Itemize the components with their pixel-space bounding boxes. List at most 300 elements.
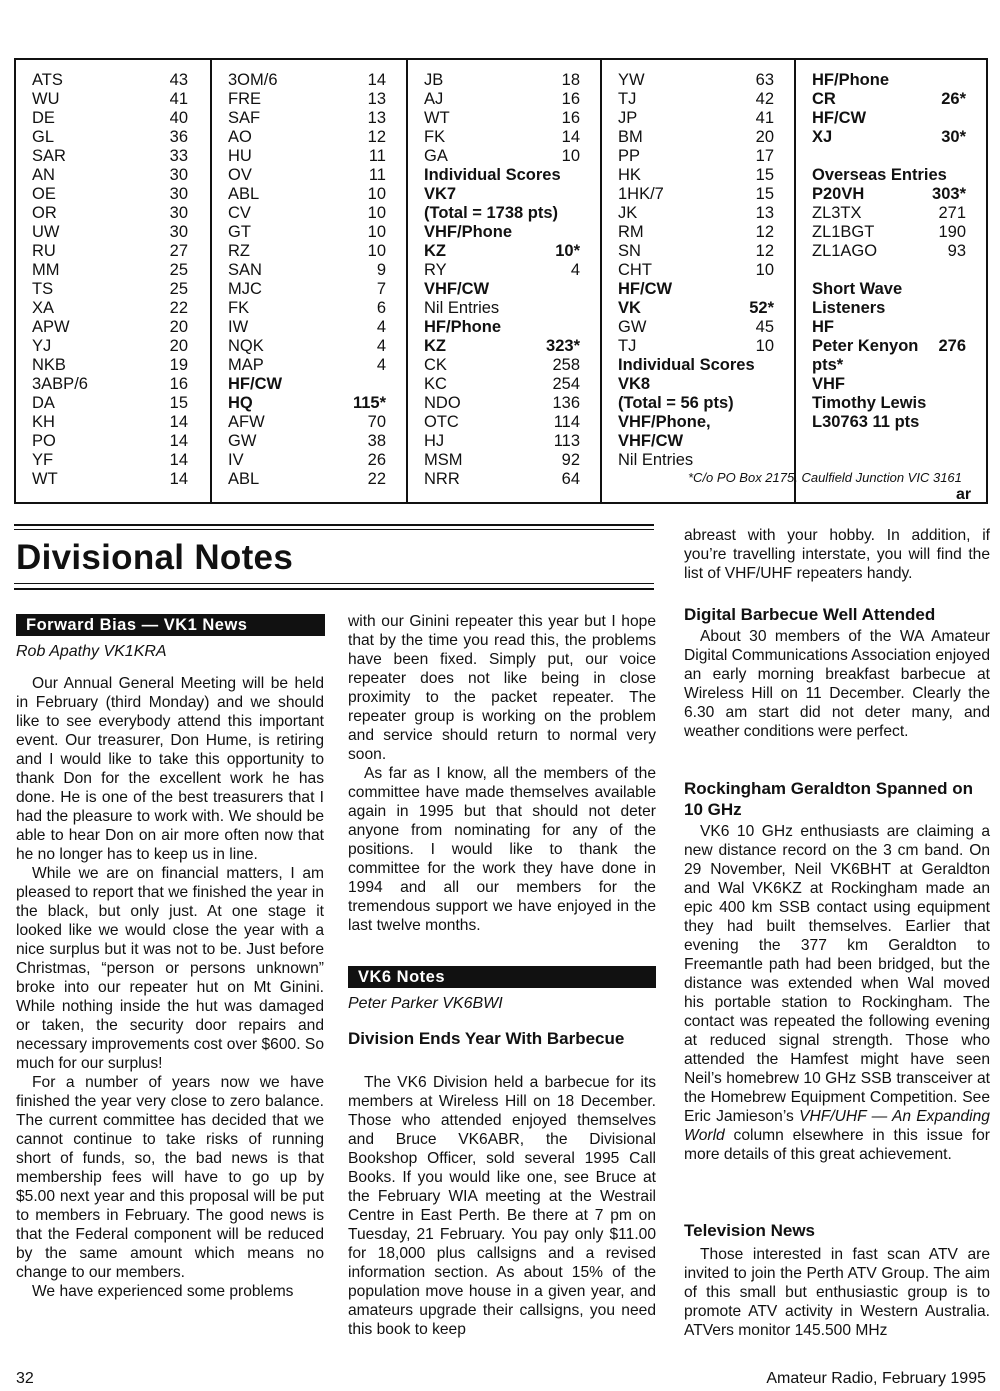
score-name: 1HK/7: [618, 185, 664, 203]
score-value: 30: [169, 204, 188, 222]
score-row: [796, 184, 988, 204]
score-name: VHF/Phone: [424, 223, 513, 241]
score-value: 11: [368, 166, 386, 184]
score-row: [602, 260, 796, 280]
score-name: UW: [32, 223, 60, 241]
score-row: [602, 89, 796, 109]
score-row: [602, 222, 796, 242]
column-title: VHF/UHF — An Expanding World: [684, 1108, 990, 1144]
score-value: 42: [755, 90, 774, 108]
score-name: TS: [32, 280, 54, 298]
score-name: ZL1AGO: [812, 242, 878, 260]
score-row: [16, 374, 210, 394]
score-name: Listeners: [812, 299, 886, 317]
score-row: [16, 184, 210, 204]
score-value: 20: [169, 318, 188, 336]
score-name: JP: [618, 109, 638, 127]
score-name: Nil Entries: [424, 299, 500, 317]
vk6-subheading-television: Television News: [684, 1221, 816, 1240]
paragraph: For a number of years now we have finished the year very close to zero balance. The current committee has decided that we cannot continue to take risks of running short of funds, so, the bad news is that membership fees will have to go up by $5.00 next year and this proposal will be put to members in February. The good news is that the Federal component will be reduced by the same amount which means no change to our members.: [16, 1074, 324, 1281]
score-name: ABL: [228, 470, 260, 488]
score-row: [408, 317, 602, 337]
score-value: 12: [755, 223, 774, 241]
score-name: NKB: [32, 356, 66, 374]
vk1-body: [16, 674, 324, 1301]
score-row: [16, 336, 210, 356]
end-mark: ar: [956, 486, 972, 503]
title-rule-bottom: [14, 588, 654, 590]
score-value: 30*: [941, 128, 966, 146]
score-value: 4: [376, 356, 386, 374]
score-name: Individual Scores: [424, 166, 561, 184]
score-value: 258: [552, 356, 580, 374]
footnote: *C/o PO Box 2175, Caulfield Junction VIC 3161: [688, 470, 962, 485]
score-row: [796, 317, 988, 337]
score-value: 14: [169, 432, 188, 450]
score-value: 14: [561, 128, 580, 146]
score-name: Timothy Lewis: [812, 394, 927, 412]
score-row: [408, 374, 602, 394]
score-name: KH: [32, 413, 55, 431]
score-name: Nil Entries: [618, 451, 694, 469]
paragraph: Those interested in fast scan ATV are invited to join the Perth ATV Group. The aim of this small but enthusiastic group is to promote ATV activity in Western Australia. ATVers monitor 145.500 MHz: [684, 1246, 990, 1339]
score-row: [212, 317, 408, 337]
score-row: [212, 336, 408, 356]
score-value: 38: [367, 432, 386, 450]
score-row: [796, 279, 988, 299]
title-rule-bottom-thin: [14, 583, 654, 584]
score-row: [212, 184, 408, 204]
score-value: 64: [561, 470, 580, 488]
score-value: 25: [169, 261, 188, 279]
score-value: 15: [755, 166, 774, 184]
score-name: BM: [618, 128, 643, 146]
score-value: 33: [169, 147, 188, 165]
score-name: IV: [228, 451, 244, 469]
score-row: [408, 89, 602, 109]
publication-line: Amateur Radio, February 1995: [766, 1370, 986, 1387]
score-value: 190: [938, 223, 966, 241]
score-value: 26: [367, 451, 386, 469]
score-row: [212, 203, 408, 223]
score-name: GA: [424, 147, 448, 165]
score-name: TJ: [618, 337, 637, 355]
scores-column: [406, 60, 602, 502]
score-name: WT: [32, 470, 58, 488]
score-row: [796, 241, 988, 261]
score-row: [796, 146, 988, 166]
score-value: 14: [169, 470, 188, 488]
score-name: CK: [424, 356, 447, 374]
score-value: 10: [367, 204, 386, 222]
score-name: VHF/CW: [424, 280, 490, 298]
score-value: 12: [755, 242, 774, 260]
score-row: [212, 89, 408, 109]
score-row: [212, 146, 408, 166]
score-value: 276: [938, 337, 966, 355]
score-row: [408, 203, 602, 223]
score-value: 43: [169, 71, 188, 89]
score-row: [212, 412, 408, 432]
score-row: [408, 279, 602, 299]
score-row: [602, 127, 796, 147]
score-row: [16, 393, 210, 413]
score-row: [602, 355, 796, 375]
score-name: MAP: [228, 356, 264, 374]
score-value: 13: [755, 204, 774, 222]
score-name: Overseas Entries: [812, 166, 947, 184]
score-row: [212, 298, 408, 318]
score-row: [796, 203, 988, 223]
score-name: VK8: [618, 375, 651, 393]
vk6-rockingham-body: [684, 822, 990, 1164]
score-name: VHF/CW: [618, 432, 684, 450]
paragraph: While we are on financial matters, I am pleased to report that we finished the year in the black, but only just. At one stage it looked like we would close the year with a nice surplus but it was not to be. Just before Christmas, “person or persons unknown” broke into our repeater hut on Mt Ginini. While nothing inside the hut was damaged or taken, the security door repairs and necessary improvements cost over $600. So much for our surplus!: [16, 865, 324, 1072]
score-row: [212, 222, 408, 242]
score-name: AFW: [228, 413, 265, 431]
score-value: 4: [376, 337, 386, 355]
score-row: [602, 317, 796, 337]
score-name: GL: [32, 128, 55, 146]
score-value: 52*: [749, 299, 774, 317]
score-name: Short Wave: [812, 280, 903, 298]
scores-column: [794, 60, 988, 502]
paragraph: Our Annual General Meeting will be held in February (third Monday) and we should like to see everybody attend this important event. Our treasurer, Don Hume, is retiring and I would like to take this opportunity to thank Don for the excellent work he has done. He is one of the best treasurers that I had the pleasure to work with. We should be able to hear Don on air more often now that he no longer has to keep us in line.: [16, 675, 324, 863]
score-name: SAF: [228, 109, 261, 127]
score-name: HF/Phone: [812, 71, 889, 89]
score-row: [408, 146, 602, 166]
score-row: [408, 450, 602, 470]
score-row: [16, 298, 210, 318]
score-name: KC: [424, 375, 447, 393]
score-name: pts*: [812, 356, 844, 374]
score-row: [212, 393, 408, 413]
paragraph: As far as I know, all the members of the committee have made themselves available again in 1995 but that should not deter anyone from nominating for any of the positions. I would like to thank the committee for the work they have done in 1994 and all our members for the tremendous support we have enjoyed in the last twelve months.: [348, 765, 656, 934]
score-row: [408, 469, 602, 489]
score-name: CV: [228, 204, 251, 222]
score-name: JB: [424, 71, 444, 89]
score-row: [212, 108, 408, 128]
score-row: [408, 127, 602, 147]
score-row: [212, 260, 408, 280]
score-name: PO: [32, 432, 56, 450]
score-row: [16, 317, 210, 337]
score-value: 26*: [941, 90, 966, 108]
score-name: PP: [618, 147, 641, 165]
score-value: 11: [368, 147, 386, 165]
score-name: RU: [32, 242, 56, 260]
score-name: 3ABP/6: [32, 375, 88, 393]
score-value: 40: [169, 109, 188, 127]
score-name: VK7: [424, 185, 457, 203]
score-row: [796, 260, 988, 280]
title-rule-top: [14, 524, 654, 526]
score-name: CHT: [618, 261, 652, 279]
text-run: column elsewhere in this issue for more details of this great achievement.: [684, 1127, 990, 1163]
score-row: [602, 336, 796, 356]
score-name: P20VH: [812, 185, 865, 203]
score-row: [16, 412, 210, 432]
score-value: 15: [169, 394, 188, 412]
scores-column: [600, 60, 796, 502]
score-value: 25: [169, 280, 188, 298]
score-name: OV: [228, 166, 252, 184]
score-row: [408, 298, 602, 318]
score-value: 92: [561, 451, 580, 469]
score-row: [602, 146, 796, 166]
score-value: 254: [552, 375, 580, 393]
score-name: YW: [618, 71, 645, 89]
text-run: VK6 10 GHz enthusiasts are claiming a new distance record on the 3 cm band. On 29 November, Neil VK6BHT at Geraldton and Wal VK6KZ at Rockingham made an epic 400 km SSB contact using equipment they had built themselves. Earlier that evening the 377 km Geraldton to Freemantle path had been bridged, but the distance was extended when Wal moved his portable station to Rockingham. The contact was repeated the following evening at reduced signal strength. Those who attended the Hamfest might have seen Neil’s homebrew 10 GHz SSB transceiver at the Homebrew Equipment Competition. See Eric Jamieson’s: [684, 823, 990, 1125]
score-name: YF: [32, 451, 54, 469]
score-row: [602, 70, 796, 90]
vk6-digital-body: [684, 627, 990, 741]
score-value: 10: [367, 223, 386, 241]
score-name: OR: [32, 204, 57, 222]
score-name: NDO: [424, 394, 461, 412]
score-name: FK: [228, 299, 250, 317]
score-row: [16, 127, 210, 147]
score-name: (Total = 56 pts): [618, 394, 734, 412]
score-name: HF/CW: [618, 280, 673, 298]
page-number: 32: [16, 1370, 34, 1387]
score-value: 17: [755, 147, 774, 165]
score-name: AN: [32, 166, 55, 184]
score-value: 36: [169, 128, 188, 146]
score-row: [212, 165, 408, 185]
vk6-author: Peter Parker VK6BWI: [348, 995, 503, 1012]
score-name: HF/CW: [812, 109, 867, 127]
score-row: [602, 203, 796, 223]
score-value: 271: [938, 204, 966, 222]
score-value: 9: [376, 261, 386, 279]
score-value: 93: [947, 242, 966, 260]
score-name: OE: [32, 185, 56, 203]
score-name: JK: [618, 204, 638, 222]
score-name: ZL3TX: [812, 204, 862, 222]
scores-column: [210, 60, 408, 502]
score-name: HF/CW: [228, 375, 283, 393]
score-name: AO: [228, 128, 252, 146]
score-name: SAR: [32, 147, 66, 165]
score-name: VHF: [812, 375, 845, 393]
score-row: [796, 355, 988, 375]
score-row: [408, 70, 602, 90]
score-name: AJ: [424, 90, 444, 108]
score-value: 70: [367, 413, 386, 431]
vk1-header: Forward Bias — VK1 News: [16, 614, 325, 636]
score-value: 10: [755, 261, 774, 279]
score-value: 16: [561, 109, 580, 127]
score-row: [408, 336, 602, 356]
score-row: [408, 260, 602, 280]
paragraph: The VK6 Division held a barbecue for its members at Wireless Hill on 18 December. Those who attended enjoyed themselves and Bruce VK6ABR, the Divisional Bookshop Officer, sold several 1995 Call Books. If you would like one, see Bruce at the February WIA meeting at the Westrail Centre in East Perth. Be there at 7 pm on Tuesday, 21 February. You pay only $11.00 for 18,000 plus callsigns and a revised information section. As about 15% of the population move house in a given year, and amateurs upgrade their callsigns, you need this book to keep: [348, 1074, 656, 1338]
score-value: 41: [755, 109, 774, 127]
score-value: 6: [376, 299, 386, 317]
score-name: HQ: [228, 394, 253, 412]
score-row: [796, 165, 988, 185]
score-name: MM: [32, 261, 60, 279]
score-name: XJ: [812, 128, 833, 146]
vk6-subheading-digital: Digital Barbecue Well Attended: [684, 605, 936, 624]
score-name: VK: [618, 299, 641, 317]
vk6-barbecue-body: [348, 1073, 656, 1339]
score-row: [408, 412, 602, 432]
score-row: [16, 222, 210, 242]
score-name: YJ: [32, 337, 52, 355]
score-value: 12: [367, 128, 386, 146]
score-name: SAN: [228, 261, 262, 279]
score-value: 14: [367, 71, 386, 89]
score-value: 7: [376, 280, 386, 298]
paragraph: [684, 822, 990, 1164]
title-rule-top-thin: [14, 529, 654, 530]
vk6-subheading-rockingham: Rockingham Geraldton Spanned on 10 GHz: [684, 779, 974, 819]
score-name: ATS: [32, 71, 63, 89]
score-row: [796, 298, 988, 318]
score-name: 3OM/6: [228, 71, 278, 89]
score-name: HK: [618, 166, 641, 184]
score-value: 14: [169, 413, 188, 431]
score-row: [212, 70, 408, 90]
score-name: (Total = 1738 pts): [424, 204, 559, 222]
paragraph: abreast with your hobby. In addition, if you’re travelling interstate, you will find the list of VHF/UHF repeaters handy.: [684, 527, 990, 582]
score-name: GW: [228, 432, 257, 450]
score-row: [16, 469, 210, 489]
score-value: 30: [169, 223, 188, 241]
score-value: 323*: [546, 337, 580, 355]
score-row: [602, 450, 796, 470]
score-name: Individual Scores: [618, 356, 755, 374]
score-value: 114: [553, 413, 580, 431]
score-row: [212, 431, 408, 451]
score-name: L30763 11 pts: [812, 413, 920, 431]
score-row: [16, 165, 210, 185]
score-value: 16: [561, 90, 580, 108]
score-row: [212, 450, 408, 470]
score-row: [602, 184, 796, 204]
score-value: 63: [755, 71, 774, 89]
score-row: [408, 108, 602, 128]
score-row: [602, 108, 796, 128]
score-name: SN: [618, 242, 641, 260]
score-row: [602, 374, 796, 394]
score-value: 10*: [555, 242, 580, 260]
paragraph: About 30 members of the WA Amateur Digital Communications Association enjoyed an early morning breakfast barbecue at Wireless Hill on 11 December. Clearly the 6.30 am start did not deter many, and weather conditions were perfect.: [684, 628, 990, 740]
vk6-subheading-barbecue: Division Ends Year With Barbecue: [348, 1029, 625, 1048]
score-name: MSM: [424, 451, 463, 469]
score-row: [602, 412, 796, 432]
vk6-header: VK6 Notes: [348, 966, 656, 988]
score-value: 136: [552, 394, 580, 412]
score-row: [796, 70, 988, 90]
score-value: 10: [561, 147, 580, 165]
score-row: [408, 355, 602, 375]
score-name: HF/Phone: [424, 318, 501, 336]
score-name: CR: [812, 90, 836, 108]
score-value: 22: [169, 299, 188, 317]
score-name: HJ: [424, 432, 445, 450]
score-row: [16, 203, 210, 223]
score-value: 27: [169, 242, 188, 260]
paragraph: We have experienced some problems: [32, 1283, 294, 1300]
score-row: [212, 469, 408, 489]
score-row: [602, 431, 796, 451]
score-value: 10: [367, 242, 386, 260]
vk1-author: Rob Apathy VK1KRA: [16, 643, 167, 660]
score-value: 14: [169, 451, 188, 469]
score-row: [408, 222, 602, 242]
score-value: 18: [561, 71, 580, 89]
score-value: 115*: [352, 394, 386, 412]
score-name: MJC: [228, 280, 262, 298]
score-value: 30: [169, 166, 188, 184]
score-row: [408, 241, 602, 261]
score-value: 30: [169, 185, 188, 203]
score-row: [796, 127, 988, 147]
scores-column: [16, 60, 210, 502]
score-value: 20: [169, 337, 188, 355]
score-row: [212, 355, 408, 375]
score-name: XA: [32, 299, 55, 317]
score-row: [16, 450, 210, 470]
section-title: Divisional Notes: [16, 538, 294, 577]
score-name: ZL1BGT: [812, 223, 875, 241]
score-row: [796, 412, 988, 432]
score-row: [212, 241, 408, 261]
score-row: [16, 260, 210, 280]
score-value: 22: [367, 470, 386, 488]
score-row: [212, 127, 408, 147]
score-row: [16, 89, 210, 109]
score-row: [16, 108, 210, 128]
score-name: VHF/Phone,: [618, 413, 711, 431]
score-row: [796, 89, 988, 109]
score-value: 15: [755, 185, 774, 203]
score-row: [796, 374, 988, 394]
score-row: [602, 165, 796, 185]
score-row: [796, 336, 988, 356]
score-value: 10: [367, 185, 386, 203]
score-value: 10: [755, 337, 774, 355]
score-value: 4: [376, 318, 386, 336]
score-row: [408, 393, 602, 413]
score-row: [16, 431, 210, 451]
score-name: IW: [228, 318, 249, 336]
score-value: 45: [755, 318, 774, 336]
score-row: [212, 374, 408, 394]
vk1-body-continued: [348, 612, 656, 935]
vk6-barbecue-continued: [684, 526, 990, 583]
score-value: 16: [169, 375, 188, 393]
score-row: [602, 279, 796, 299]
score-name: ABL: [228, 185, 260, 203]
score-value: 4: [570, 261, 580, 279]
score-name: OTC: [424, 413, 459, 431]
score-value: 13: [367, 90, 386, 108]
score-name: DE: [32, 109, 55, 127]
score-row: [408, 431, 602, 451]
score-row: [796, 108, 988, 128]
score-row: [16, 146, 210, 166]
score-name: WU: [32, 90, 60, 108]
score-name: APW: [32, 318, 70, 336]
score-name: TJ: [618, 90, 637, 108]
score-row: [212, 279, 408, 299]
score-name: NQK: [228, 337, 264, 355]
score-name: RZ: [228, 242, 250, 260]
score-name: HF: [812, 318, 834, 336]
